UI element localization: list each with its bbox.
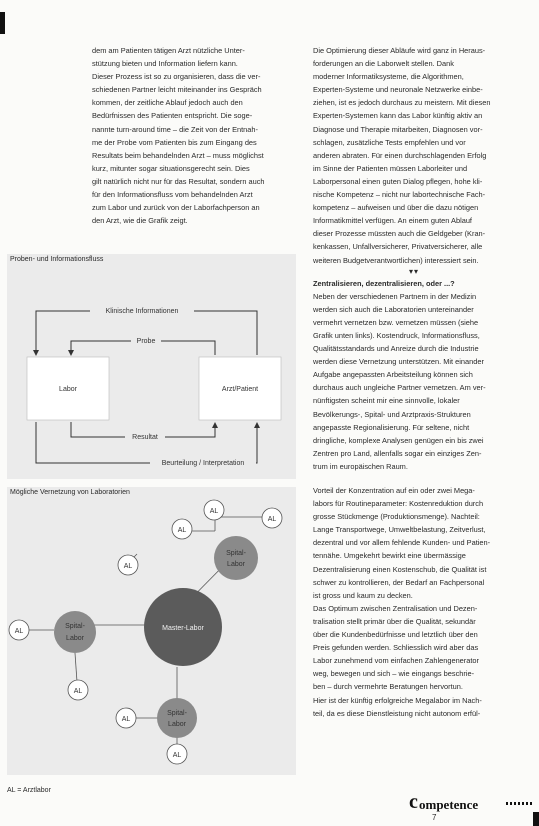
- text-line: Labor zunehmend vom einfachen Zahlengenerator: [313, 656, 479, 666]
- hospital-lab-label: Labor: [66, 635, 84, 642]
- text-line: im Sinne der Patienten müssen Laborleiter und: [313, 163, 468, 173]
- text-line: Bedürfnissen des Patienten entspricht. Die soge-: [92, 111, 253, 121]
- logo-dots: [506, 802, 533, 805]
- text-line: moderner Informatiksysteme, die Algorithmen,: [313, 72, 464, 82]
- logo-initial: c: [409, 791, 418, 813]
- practice-lab-label: AL: [123, 563, 133, 570]
- text-line: Dezentralisierung einen Kostenschub, die Qualität ist: [313, 564, 487, 574]
- text-line: Laborpersonal einen guten Dialog pflegen, hohe kli-: [313, 176, 483, 186]
- text-line: teil, da es diese Dienstleistung nicht autonom erfül-: [313, 708, 481, 718]
- probe-label: Probe: [136, 338, 156, 345]
- text-line: werden sich auch die Laboratorien untereinander: [313, 304, 474, 314]
- text-line: werden diese Vernetzung unterstützen. Mit einander: [313, 357, 484, 367]
- text-line: kompetenz – aufweisen und über die dazu nötigen: [313, 203, 479, 213]
- text-line: angepasste Regionalisierung. Für seltene, nicht: [313, 422, 470, 432]
- assessment-arrow: [36, 422, 257, 463]
- text-line: Bevölkerungs-, Spital- und Arztpraxis-Strukturen: [313, 409, 471, 419]
- text-line: nünftigsten scheint mir eine sinnvolle, lokaler: [313, 396, 460, 406]
- text-line: für den Informationsfluss vom behandelnden Arzt: [92, 190, 253, 200]
- flow-diagram: [7, 254, 296, 479]
- practice-lab-label: AL: [14, 628, 24, 635]
- text-line: Das Optimum zwischen Zentralisation und Dezen-: [313, 603, 478, 613]
- text-line: tralisation stellt primär über die Qualität, sekundär: [313, 616, 476, 626]
- text-line: Hier ist der künftig erfolgreiche Megalabor im Nach-: [313, 695, 482, 705]
- left-text-column: [92, 44, 296, 227]
- figure-title: Mögliche Vernetzung von Laboratorien: [10, 489, 130, 496]
- section-heading: Zentralisieren, dezentralisieren, oder ...?: [313, 278, 455, 288]
- figure-sample-information-flow: [7, 254, 296, 479]
- hospital-lab-node-left: [54, 611, 96, 653]
- figure-title: Proben- und Informationsfluss: [10, 256, 104, 263]
- practice-lab-label: AL: [73, 688, 83, 695]
- text-line: Dieser Prozess ist so zu organisieren, dass die ver-: [92, 72, 261, 82]
- hospital-lab-label: Labor: [168, 721, 186, 728]
- text-line: Informatikmittel verfügen. An einem guten Ablauf: [313, 216, 472, 226]
- text-line: ben – durch vermehrte Beratungen hervortun.: [313, 682, 463, 692]
- text-line: Zentren pro Land, allenfalls sogar ein einziges Zen-: [313, 448, 482, 458]
- text-line: Resultats beim behandelnden Arzt – muss möglichst: [92, 150, 264, 160]
- section-ornament: ▾▾: [408, 266, 420, 276]
- text-line: vermehrt vernetzen bzw. vernetzen müssen (siehe: [313, 317, 479, 327]
- text-line: trum im europäischen Raum.: [313, 461, 408, 471]
- hospital-lab-label: Spital-: [167, 710, 187, 717]
- text-line: Qualitätsstandards und Anreize durch die Industrie: [313, 344, 479, 354]
- arzt-box-label: Arzt/Patient: [221, 386, 259, 393]
- network-diagram: [7, 487, 296, 775]
- text-line: kommen, der zeitliche Ablauf jedoch auch den: [92, 98, 243, 108]
- page-number: 7: [432, 813, 437, 822]
- text-line: gilt natürlich nicht nur für das Resultat, sondern auch: [92, 176, 265, 186]
- hospital-lab-label: Spital-: [65, 623, 85, 630]
- master-lab-label: Master-Labor: [162, 625, 204, 632]
- text-line: Diagnose und Therapie mitarbeiten, Diagnosen vor-: [313, 124, 483, 134]
- text-line: Aufgabe angepassten Arbeitsteilung können sich: [313, 370, 473, 380]
- text-line: grosse Stückmenge (Produktionsmenge). Nachteil:: [313, 512, 480, 522]
- result-label: Resultat: [132, 434, 158, 441]
- text-line: weg, bewegen und sich – wie eingangs beschrie-: [313, 669, 475, 679]
- magazine-logo: [405, 793, 533, 813]
- hospital-lab-label: Labor: [227, 561, 245, 568]
- text-line: kenkassen, Unfallversicherer, Privatversicherer, alle: [313, 242, 483, 252]
- crop-mark-bottom: [533, 812, 539, 826]
- practice-lab-label: AL: [172, 752, 182, 759]
- practice-lab-label: AL: [267, 516, 277, 523]
- crop-mark-top: [0, 12, 5, 34]
- text-line: labors für Routineparameter: Kostenreduktion durch: [313, 499, 484, 509]
- text-line: schlagen, zusätzliche Tests empfehlen und vor: [313, 137, 466, 147]
- text-line: tennähe. Umgekehrt bewirkt eine übermässige: [313, 551, 466, 561]
- text-line: Neben der verschiedenen Partnern in der Medizin: [313, 291, 477, 301]
- text-line: ist gross und kaum zu decken.: [313, 590, 413, 600]
- text-line: Experten-Systeme und neuronale Netzwerke einbe-: [313, 85, 483, 95]
- text-line: Die Optimierung dieser Abläufe wird ganz in Heraus-: [313, 46, 486, 55]
- text-line: dringliche, komplexe Analysen genügen ein bis zwei: [313, 435, 484, 445]
- text-line: Vorteil der Konzentration auf ein oder zwei Mega-: [313, 486, 475, 495]
- figure-laboratory-network: [7, 487, 296, 775]
- text-line: dezentral und vor allem fehlende Kunden- und Patien-: [313, 538, 491, 548]
- hospital-lab-node-top: [214, 536, 258, 580]
- text-line: schwer zu kontrollieren, der Bedarf an Fachpersonal: [313, 577, 485, 587]
- right-text-column: [313, 44, 515, 720]
- text-line: Lange Transportwege, Umweltbelastung, Zeitverlust,: [313, 525, 486, 535]
- practice-lab-label: AL: [209, 508, 219, 515]
- text-line: dem am Patienten tätigen Arzt nützliche Unter-: [92, 46, 245, 55]
- text-line: forderungen an die Laborwelt stellen. Dank: [313, 59, 454, 69]
- text-line: schiedenen Partner leicht miteinander ins Gespräch: [92, 85, 262, 95]
- text-line: über die Kundenbedürfnisse und letztlich über den: [313, 630, 478, 640]
- hospital-lab-node-bottom: [157, 698, 197, 738]
- text-line: zum Labor und zurück von der Laborfachperson an: [92, 203, 260, 213]
- figure-legend: AL = Arztlabor: [7, 787, 51, 794]
- text-line: dieser Prozesse müssten auch die Geldgeber (Kran-: [313, 229, 486, 239]
- text-line: Experten-Systemen kann das Labor künftig aktiv an: [313, 111, 483, 121]
- text-line: me der Probe vom Patienten bis zum Eingang des: [92, 137, 257, 147]
- text-line: Preis gefunden werden. Schliesslich wird aber das: [313, 643, 479, 653]
- assessment-label: Beurteilung / Interpretation: [161, 460, 245, 467]
- text-line: Grafik unten links). Kostendruck, Informationsfluss,: [313, 330, 480, 340]
- text-line: anderen abraten. Für einen durchschlagenden Erfolg: [313, 150, 487, 160]
- text-line: stützung bieten und Information liefern kann.: [92, 59, 238, 69]
- clinical-info-arrow: [36, 311, 257, 355]
- text-line: nische Kompetenz – nicht nur labortechnische Fach-: [313, 190, 486, 200]
- text-line: ziehen, ist es jedoch durchaus zu meistern. Mit diesen: [313, 98, 491, 108]
- clinical-info-label: Klinische Informationen: [105, 308, 179, 315]
- practice-lab-label: AL: [177, 527, 187, 534]
- practice-lab-label: AL: [121, 716, 131, 723]
- text-line: kurz, mitunter sogar situationsgerecht sein. Dies: [92, 163, 250, 173]
- labor-box-label: Labor: [59, 386, 77, 393]
- text-line: nannte turn-around time – die Zeit von der Entnah-: [92, 124, 258, 134]
- hospital-lab-label: Spital-: [226, 550, 246, 557]
- text-line: durchaus auch ungleiche Partner vernetzen. Am ver-: [313, 383, 486, 393]
- text-line: weiteren Budgetverantwortlichen) interessiert sein.: [313, 255, 479, 265]
- text-line: den Arzt, wie die Grafik zeigt.: [92, 216, 188, 226]
- logo-wordmark: ompetence: [419, 797, 479, 812]
